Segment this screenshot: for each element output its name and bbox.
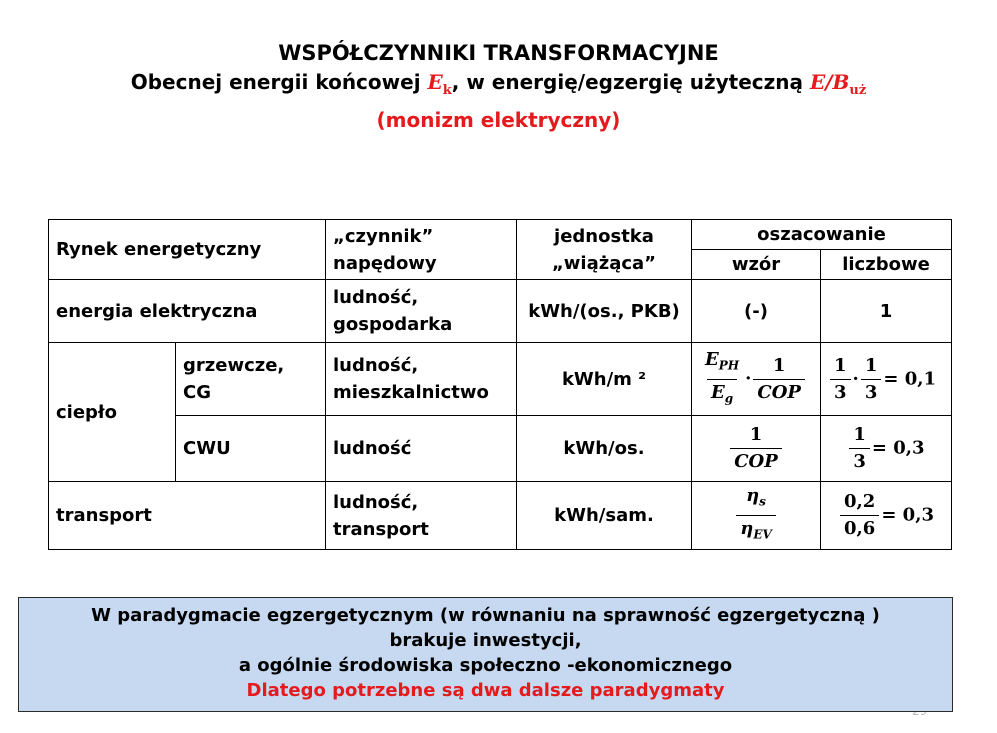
cell-factor-cwu: ludność: [326, 416, 517, 482]
symbol-ek: $E_k$: [427, 70, 452, 98]
cell-unit-electricity: kWh/(os., PKB): [517, 280, 692, 343]
fraction: $\frac{1}{3}$: [849, 424, 870, 473]
cell-sub-heating: grzewcze, CG: [176, 343, 326, 416]
coefficients-table: [48, 219, 952, 550]
header-market: Rynek energetyczny: [49, 220, 326, 280]
cell-factor-transport: ludność, transport: [326, 482, 517, 550]
title-line-2-prefix: Obecnej energii końcowej: [130, 70, 421, 94]
header-factor: „czynnik” napędowy: [326, 220, 517, 280]
fraction: $\frac{1}{3}$: [830, 355, 851, 404]
note-line-3: a ogólnie środowiska społeczno -ekonomicznego: [238, 655, 733, 676]
title-line-2: [0, 68, 997, 105]
symbol-ebuz: $E/B_{uż}$: [809, 70, 867, 98]
fraction: $\frac{1}{\text{COP}}$: [753, 355, 805, 404]
fraction: $\frac{1}{3}$: [861, 355, 882, 404]
cell-unit-transport: kWh/sam.: [517, 482, 692, 550]
fraction: $\frac{0,2}{0,6}$: [840, 491, 879, 540]
cell-market-electricity: energia elektryczna: [49, 280, 326, 343]
cell-unit-cwu: kWh/os.: [517, 416, 692, 482]
table-row: [49, 343, 952, 416]
fraction: $\frac{1}{\text{COP}}$: [730, 424, 782, 473]
header-numeric: liczbowe: [821, 250, 952, 280]
note-line-1: W paradygmacie egzergetycznym (w równaniu na sprawność egzergetyczną ): [91, 605, 880, 626]
fraction: $\frac{\eta_s}{\eta_{EV}}$: [736, 485, 776, 545]
table-row: [49, 416, 952, 482]
cell-factor-electricity: ludność, gospodarka: [326, 280, 517, 343]
header-unit: jednostka „wiążąca”: [517, 220, 692, 280]
table-row: [49, 482, 952, 550]
header-estimate: oszacowanie: [692, 220, 952, 250]
cell-sub-cwu: CWU: [176, 416, 326, 482]
cell-market-transport: transport: [49, 482, 326, 550]
formula-transport: [692, 482, 821, 550]
cell-factor-heating: ludność, mieszkalnictwo: [326, 343, 517, 416]
fraction: $\frac{E_{PH}}{E_g}$: [701, 349, 743, 409]
numeric-heating: $\frac{1}{3}$ · $\frac{1}{3}$ = 0,1: [821, 343, 952, 416]
formula-heating: $\frac{E_{PH}}{E_g}$ · $\frac{1}{\text{COP}}$: [692, 343, 821, 416]
cell-market-heat: ciepło: [49, 343, 176, 482]
title-block: [0, 38, 997, 135]
title-line-3: (monizm elektryczny): [376, 108, 621, 132]
table-row: [49, 280, 952, 343]
header-row: [49, 220, 952, 250]
cell-numeric-electricity: 1: [821, 280, 952, 343]
title-line-2-mid: , w energię/egzergię użyteczną: [451, 70, 803, 94]
formula-cwu: [692, 416, 821, 482]
note-line-2: brakuje inwestycji,: [389, 630, 582, 651]
header-formula: wzór: [692, 250, 821, 280]
note-box: [18, 597, 953, 712]
numeric-cwu: $\frac{1}{3}$ = 0,3: [821, 416, 952, 482]
cell-unit-heating: kWh/m ²: [517, 343, 692, 416]
numeric-transport: $\frac{0,2}{0,6}$ = 0,3: [821, 482, 952, 550]
note-line-4: Dlatego potrzebne są dwa dalsze paradygmaty: [246, 680, 725, 701]
cell-formula-electricity: (-): [692, 280, 821, 343]
title-line-1: WSPÓŁCZYNNIKI TRANSFORMACYJNE: [278, 41, 719, 65]
